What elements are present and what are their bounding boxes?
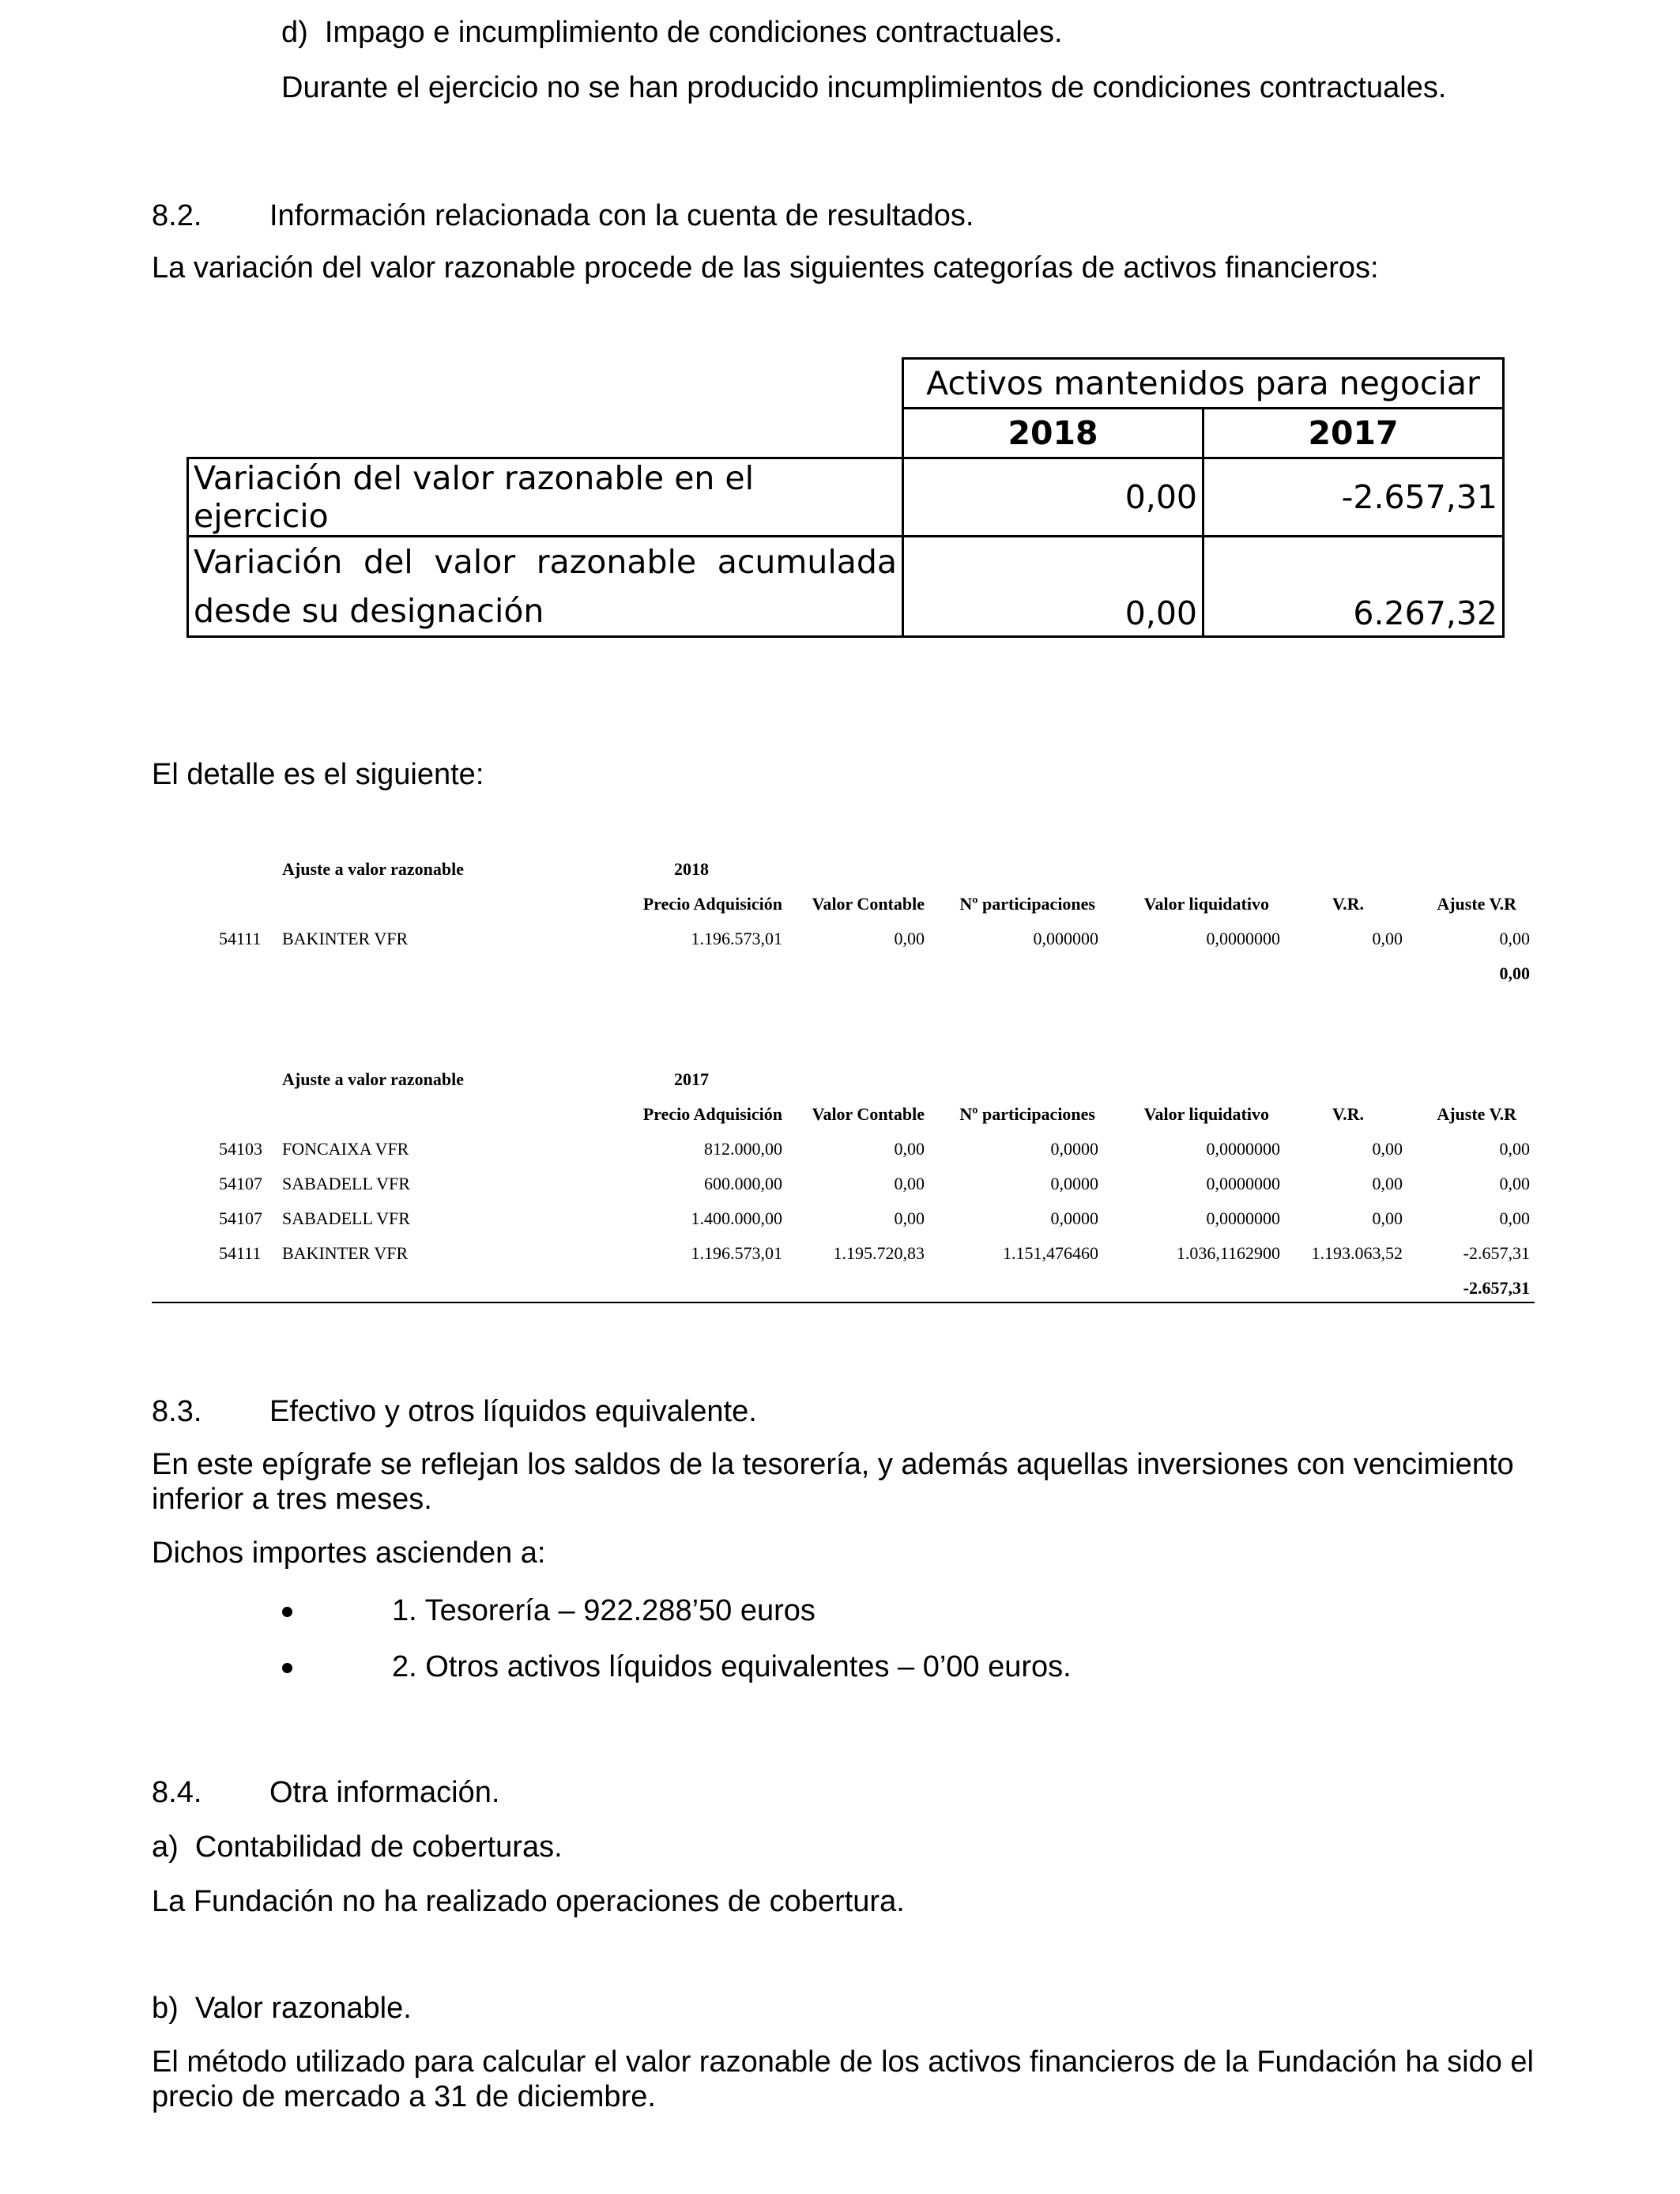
section-8-4-number: 8.4. <box>152 1776 202 1809</box>
row-code: 54107 <box>219 1174 262 1193</box>
row-participaciones: 0,0000 <box>1050 1174 1098 1193</box>
detail-2018-year: 2018 <box>674 859 709 879</box>
section-8-4-title: Otra información. <box>269 1776 500 1809</box>
bullet-item: 1. Tesorería – 922.288’50 euros <box>392 1594 816 1627</box>
section-8-3-title: Efectivo y otros líquidos equivalente. <box>269 1395 757 1428</box>
detail-rule <box>152 1302 1535 1303</box>
row-precio: 812.000,00 <box>704 1139 782 1159</box>
row-liquidativo: 0,0000000 <box>1206 1174 1280 1193</box>
section-8-3-number: 8.3. <box>152 1395 202 1428</box>
detail-2018-header-contable: Valor Contable <box>812 894 925 914</box>
detail-2017-header-vr: V.R. <box>1332 1104 1364 1124</box>
section-8-4-a-heading: a) Contabilidad de coberturas. <box>152 1830 563 1864</box>
summary-row-label-line1: Variación del valor razonable acumulada <box>194 543 897 581</box>
row-participaciones: 0,0000 <box>1050 1208 1098 1228</box>
section-8-2-number: 8.2. <box>152 199 202 232</box>
detail-2017-header-liquidativo: Valor liquidativo <box>1143 1104 1269 1124</box>
row-precio: 1.196.573,01 <box>691 929 782 948</box>
detail-2017-header-participaciones: Nº participaciones <box>959 1104 1095 1124</box>
row-ajuste: -2.657,31 <box>1463 1243 1530 1263</box>
summary-cell-2018: 0,00 <box>903 537 1203 637</box>
row-ajuste: 0,00 <box>1499 1208 1530 1228</box>
row-precio: 600.000,00 <box>704 1174 782 1193</box>
section-8-4-a-body: La Fundación no ha realizado operaciones de cobertura. <box>152 1885 905 1918</box>
detail-2018-title: Ajuste a valor razonable <box>282 859 464 879</box>
row-code: 54111 <box>219 1243 262 1263</box>
section-8-3-body: En este epígrafe se reflejan los saldos de la tesorería, y además aquellas inversiones con vencimiento inferior a tres meses. <box>152 1448 1514 1516</box>
row-name: SABADELL VFR <box>282 1174 410 1193</box>
row-participaciones: 0,0000 <box>1050 1139 1098 1159</box>
detail-2017-header-precio: Precio Adquisición <box>642 1104 782 1124</box>
summary-year-2018: 2018 <box>903 409 1203 458</box>
row-contable: 1.195.720,83 <box>833 1243 925 1263</box>
row-liquidativo: 0,0000000 <box>1206 929 1280 948</box>
summary-row-label: Variación del valor razonable en el ejercicio <box>188 458 903 537</box>
row-ajuste: 0,00 <box>1499 1139 1530 1159</box>
detail-2017-header-contable: Valor Contable <box>812 1104 925 1124</box>
row-vr: 0,00 <box>1372 1208 1403 1228</box>
summary-row-label-line2: desde su designación <box>194 592 544 630</box>
summary-table <box>186 357 1505 638</box>
section-8-2-intro: La variación del valor razonable procede de las siguientes categorías de activos financieros: <box>152 251 1379 285</box>
detail-2018-header-vr: V.R. <box>1332 894 1364 914</box>
row-vr: 1.193.063,52 <box>1311 1243 1403 1263</box>
row-liquidativo: 0,0000000 <box>1206 1208 1280 1228</box>
section-8-4-b-heading: b) Valor razonable. <box>152 1992 412 2025</box>
row-contable: 0,00 <box>894 1174 925 1193</box>
row-name: BAKINTER VFR <box>282 929 409 948</box>
bullet-dot-icon <box>282 1663 292 1673</box>
summary-row <box>188 458 1504 537</box>
row-precio: 1.196.573,01 <box>691 1243 782 1263</box>
row-name: BAKINTER VFR <box>282 1243 409 1263</box>
section-8-4-b-body: El método utilizado para calcular el valor razonable de los activos financieros de la Fundación ha sido el precio de mercado a 31 de diciembre. <box>152 2045 1535 2113</box>
row-name: SABADELL VFR <box>282 1208 410 1228</box>
summary-row-label <box>188 537 903 637</box>
row-vr: 0,00 <box>1372 1139 1403 1159</box>
row-liquidativo: 1.036,1162900 <box>1176 1243 1280 1263</box>
detail-2017-header-ajuste: Ajuste V.R <box>1437 1104 1516 1124</box>
row-vr: 0,00 <box>1372 1174 1403 1193</box>
section-d-heading: d) Impago e incumplimiento de condiciones contractuales. <box>281 16 1063 49</box>
summary-cell-2017: -2.657,31 <box>1203 458 1504 537</box>
section-8-2-title: Información relacionada con la cuenta de resultados. <box>269 199 974 232</box>
detail-2018-header-liquidativo: Valor liquidativo <box>1143 894 1269 914</box>
row-vr: 0,00 <box>1372 929 1403 948</box>
section-8-3-body2: Dichos importes ascienden a: <box>152 1536 546 1570</box>
summary-year-2017: 2017 <box>1203 409 1504 458</box>
row-precio: 1.400.000,00 <box>691 1208 782 1228</box>
row-code: 54111 <box>219 929 262 948</box>
detail-2018-total: 0,00 <box>1499 963 1530 983</box>
detail-2017-year: 2017 <box>674 1069 709 1089</box>
detail-2017-total: -2.657,31 <box>1463 1278 1530 1298</box>
section-d-body: Durante el ejercicio no se han producido incumplimientos de condiciones contractuales. <box>281 71 1447 104</box>
row-liquidativo: 0,0000000 <box>1206 1139 1280 1159</box>
row-participaciones: 0,000000 <box>1033 929 1098 948</box>
bullet-item: 2. Otros activos líquidos equivalentes – 0’00 euros. <box>392 1650 1072 1683</box>
detail-2018-header-ajuste: Ajuste V.R <box>1437 894 1516 914</box>
row-participaciones: 1.151,476460 <box>1003 1243 1098 1263</box>
row-ajuste: 0,00 <box>1499 929 1530 948</box>
detail-2018-header-precio: Precio Adquisición <box>642 894 782 914</box>
row-code: 54107 <box>219 1208 262 1228</box>
summary-row <box>188 537 1504 637</box>
detail-intro: El detalle es el siguiente: <box>152 758 484 791</box>
row-contable: 0,00 <box>894 929 925 948</box>
detail-2017-title: Ajuste a valor razonable <box>282 1069 464 1089</box>
summary-cell-2017: 6.267,32 <box>1203 537 1504 637</box>
bullet-dot-icon <box>282 1607 292 1617</box>
row-contable: 0,00 <box>894 1208 925 1228</box>
summary-group-header: Activos mantenidos para negociar <box>903 359 1504 409</box>
summary-cell-2018: 0,00 <box>903 458 1203 537</box>
row-name: FONCAIXA VFR <box>282 1139 409 1159</box>
row-code: 54103 <box>219 1139 262 1159</box>
row-ajuste: 0,00 <box>1499 1174 1530 1193</box>
detail-2018-header-participaciones: Nº participaciones <box>959 894 1095 914</box>
row-contable: 0,00 <box>894 1139 925 1159</box>
